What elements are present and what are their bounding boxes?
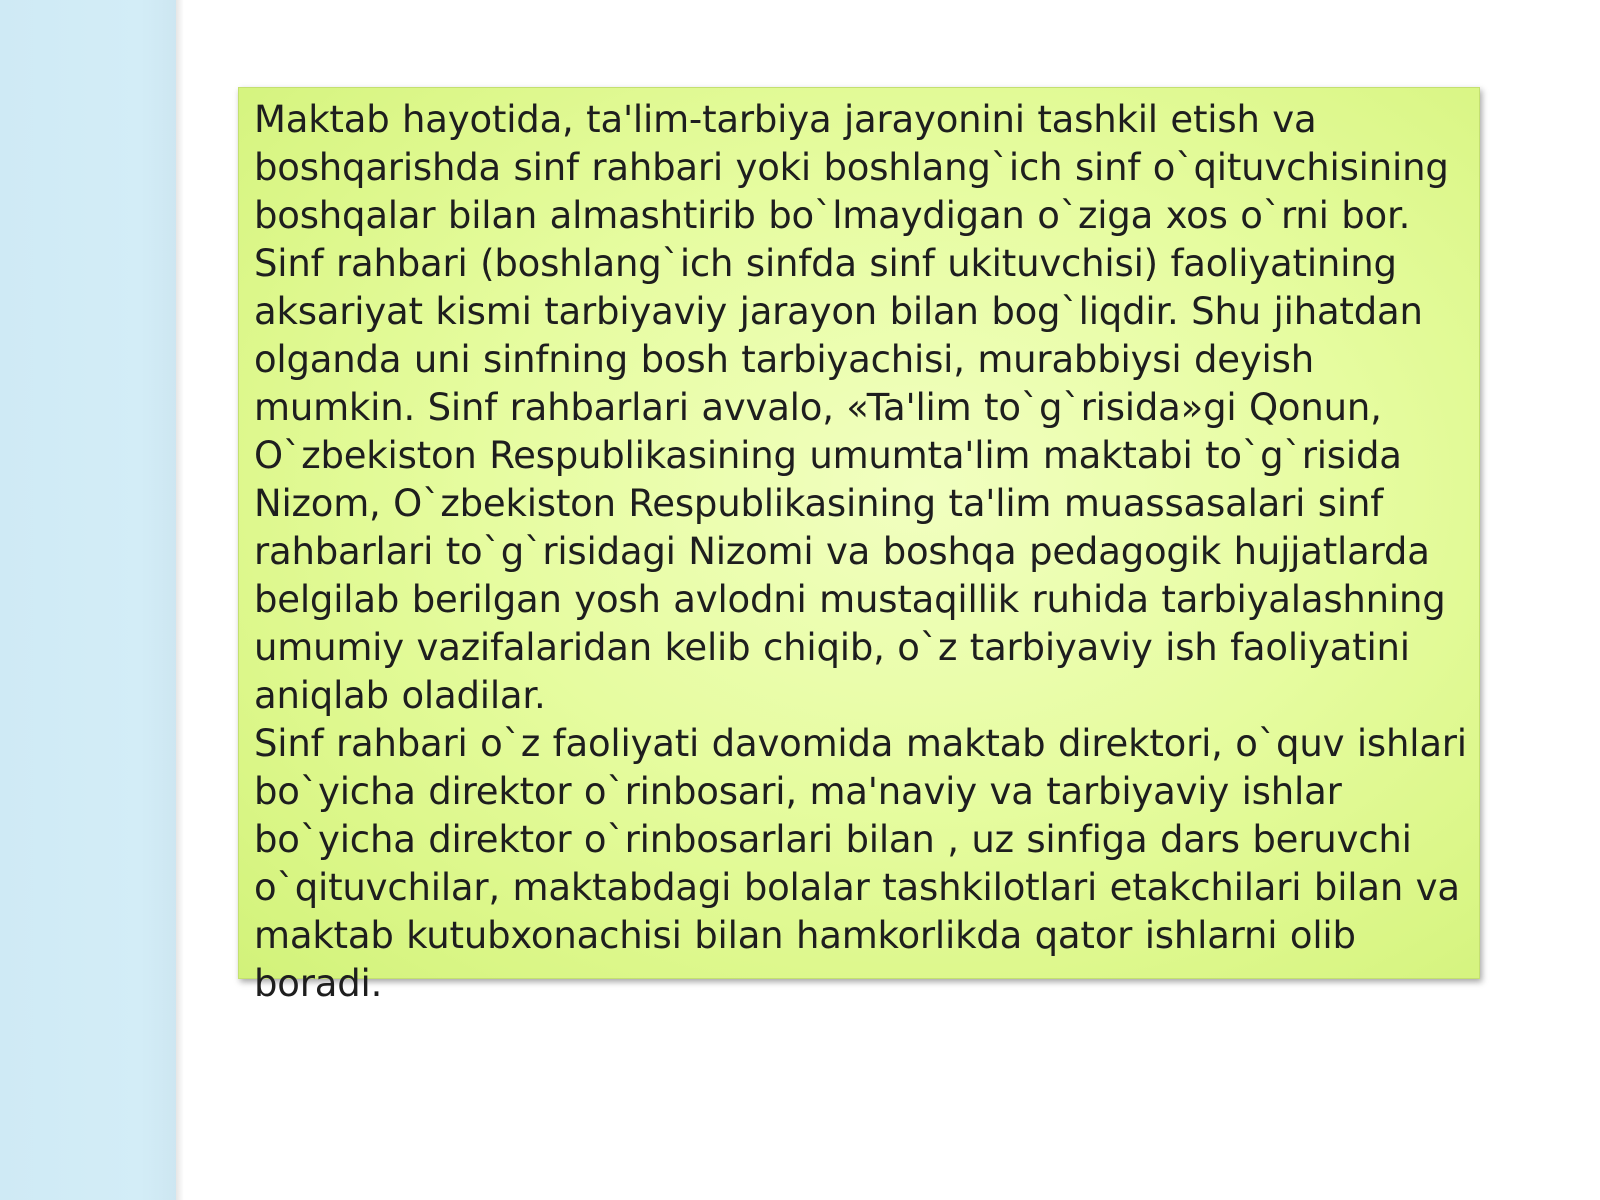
side-band [0,0,176,1200]
body-text [254,96,1474,1008]
paragraph-2: Sinf rahbari o`z faoliyati davomida maktab direktori, o`quv ishlari bo`yicha direktor o`rinbosari, ma'naviy va tarbiyaviy ishlar bo`yicha direktor o`rinbosarlari bilan , uz sinfiga dars beruvchi o`qituvchilar, maktabdagi bolalar tashkilotlari etakchilari bilan va maktab kutubxonachisi bilan hamkorlikda qator ishlarni olib boradi. [254,722,1467,1005]
side-band-shadow [176,0,184,1200]
paragraph-1: Maktab hayotida, ta'lim-tarbiya jarayonini tashkil etish va boshqarishda sinf rahbari yoki boshlang`ich sinf o`qituvchisining boshqalar bilan almashtirib bo`lmaydigan o`ziga xos o`rni bor. Sinf rahbari (boshlang`ich sinfda sinf ukituvchisi) faoliyatining aksariyat kismi tarbiyaviy jarayon bilan bog`liqdir. Shu jihatdan olganda uni sinfning bosh tarbiyachisi, murabbiysi deyish mumkin. Sinf rahbarlari avvalo, «Ta'lim to`g`risida»gi Qonun, O`zbekiston Respublikasining umumta'lim maktabi to`g`risida Nizom, O`zbekiston Respublikasining ta'lim muassasalari sinf rahbarlari to`g`risidagi Nizomi va boshqa pedagogik hujjatlarda belgilab berilgan yosh avlodni mustaqillik ruhida tarbiyalashning umumiy vazifalaridan kelib chiqib, o`z tarbiyaviy ish faoliyatini aniqlab oladilar. [254,98,1449,717]
